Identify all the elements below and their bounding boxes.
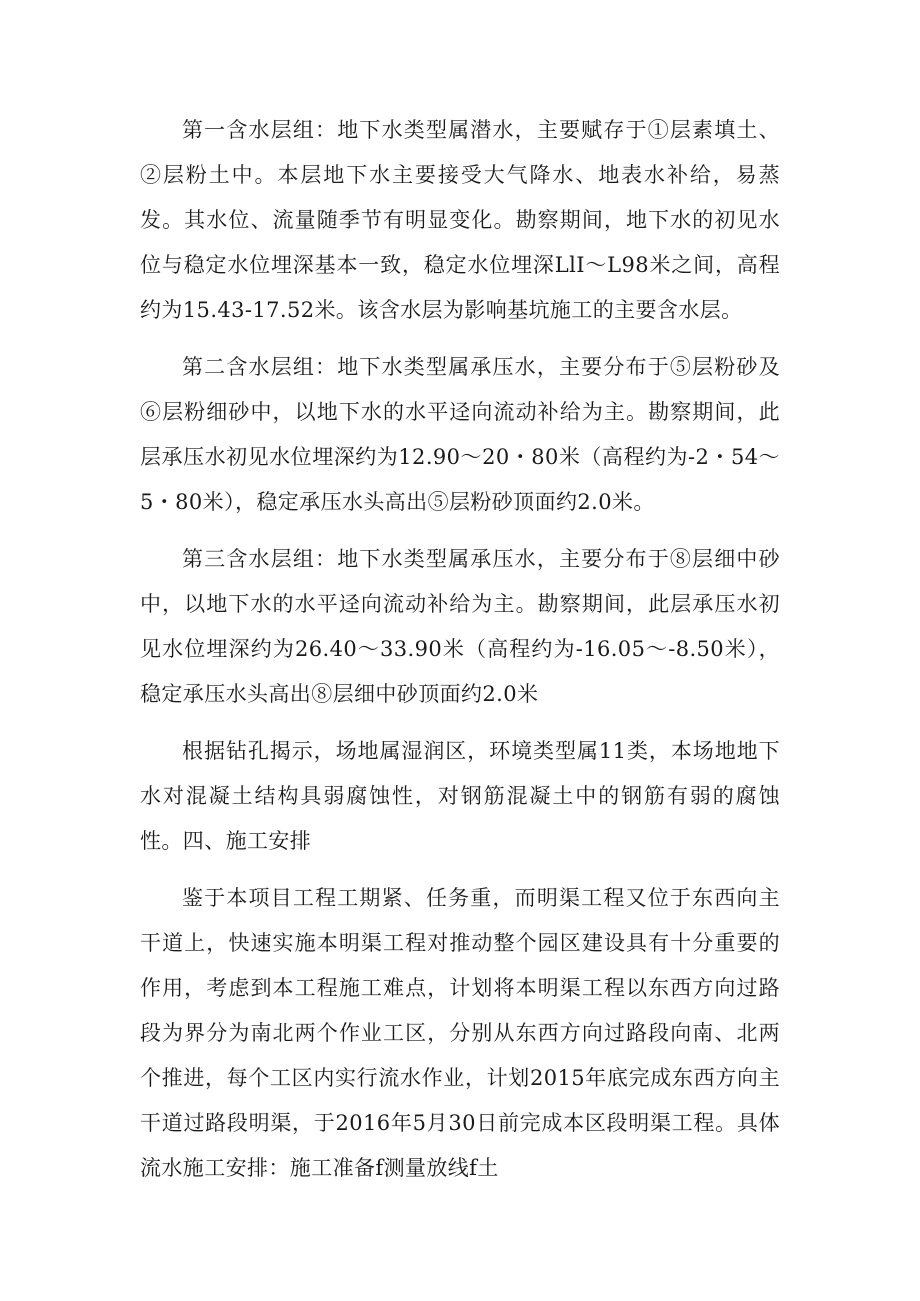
paragraph-schedule: 鉴于本项目工程工期紧、任务重，而明渠工程又位于东西向主干道上，快速实施本明渠工程对推动整个园区建设具有十分重要的作用，考虑到本工程施工难点，计划将本明渠工程以东西方向过路段为界分为南北两个作业工区，分别从东西方向过路段向南、北两个推进，每个工区内实行流水作业，计划2015年底完成东西方向主干道过路段明渠，于2016年5月30日前完成本区段明渠工程。具体流水施工安排：施工准备f测量放线f土: [140, 886, 780, 1180]
paragraph-corrosion: 根据钻孔揭示，场地属湿润区，环境类型属11类，本场地地下水对混凝土结构具弱腐蚀性，对钢筋混凝土中的钢筋有弱的腐蚀性。四、施工安排: [140, 739, 780, 853]
paragraph-aquifer-2: 第二含水层组：地下水类型属承压水，主要分布于⑤层粉砂及⑥层粉细砂中，以地下水的水平迳向流动补给为主。勘察期间，此层承压水初见水位埋深约为12.90～20・80米（高程约为-2・54～5・80米），稳定承压水头高出⑤层粉砂顶面约2.0米。: [140, 355, 780, 514]
paragraph-aquifer-1: 第一含水层组：地下水类型属潜水，主要赋存于①层素填土、②层粉土中。本层地下水主要接受大气降水、地表水补给，易蒸发。其水位、流量随季节有明显变化。勘察期间，地下水的初见水位与稳定水位埋深基本一致，稳定水位埋深LlI～L98米之间，高程约为15.43-17.52米。该含水层为影响基坑施工的主要含水层。: [140, 118, 780, 322]
document-body: [140, 108, 780, 1203]
paragraph-aquifer-3: 第三含水层组：地下水类型属承压水，主要分布于⑧层细中砂中，以地下水的水平迳向流动补给为主。勘察期间，此层承压水初见水位埋深约为26.40～33.90米（高程约为-16.05～-8.50米），稳定承压水头高出⑧层细中砂顶面约2.0米: [140, 547, 780, 706]
